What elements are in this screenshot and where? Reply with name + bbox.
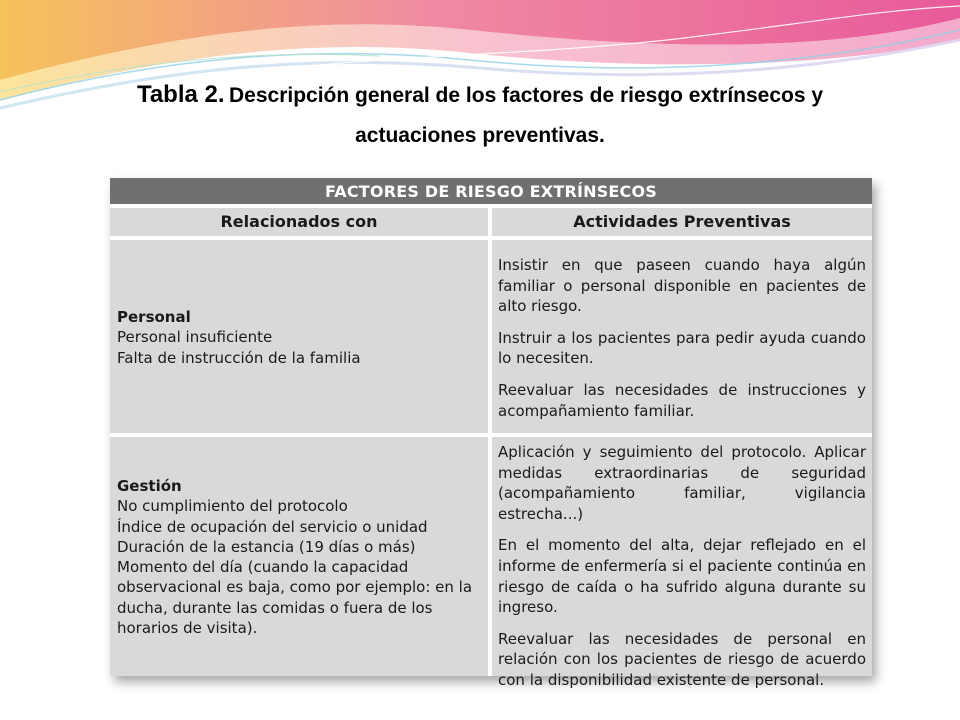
slide-title	[40, 76, 920, 155]
action-item: Aplicación y seguimiento del protocolo. Aplicar medidas extraordinarias de seguridad (acompañamiento familiar, vigilancia estrecha...)	[498, 443, 866, 523]
factor-cell-personal	[110, 240, 488, 433]
factor-list	[117, 307, 482, 368]
factor-item: Falta de instrucción de la familia	[117, 348, 361, 367]
action-list	[498, 255, 866, 432]
factor-list	[117, 476, 482, 638]
actions-cell-personal	[492, 240, 872, 433]
factor-item: Índice de ocupación del servicio o unidad	[117, 517, 428, 536]
factor-item: No cumplimiento del protocolo	[117, 497, 348, 516]
action-list	[498, 442, 866, 702]
factor-cell-gestion	[110, 437, 488, 676]
factor-item: Personal insuficiente	[117, 328, 273, 347]
factor-name: Gestión	[117, 477, 182, 495]
action-item: Instruir a los pacientes para pedir ayuda cuando lo necesiten.	[498, 328, 866, 368]
factor-name: Personal	[117, 308, 191, 326]
table-header: FACTORES DE RIESGO EXTRÍNSECOS	[110, 178, 872, 204]
factor-item: Momento del día (cuando la capacidad observacional es baja, como por ejemplo: en la ducha, durante las comidas o fuera de los horarios de visita).	[117, 558, 473, 638]
action-item: Reevaluar las necesidades de instrucciones y acompañamiento familiar.	[498, 380, 866, 420]
title-prefix: Tabla 2.	[136, 81, 225, 108]
title-line-2: actuaciones preventivas.	[355, 124, 605, 147]
action-item: Reevaluar las necesidades de personal en relación con los pacientes de riesgo de acuerdo con la disponibilidad existente de personal.	[498, 629, 866, 689]
action-item: En el momento del alta, dejar reflejado en el informe de enfermería si el paciente continúa en riesgo de caída o ha sufrido alguna durante su ingreso.	[498, 536, 866, 617]
actions-cell-gestion	[492, 437, 872, 689]
column-header-related: Relacionados con	[110, 208, 488, 236]
risk-factors-table	[110, 178, 872, 689]
factor-item: Duración de la estancia (19 días o más)	[117, 537, 416, 556]
title-text: Descripción general de los factores de riesgo extrínsecos y	[228, 84, 824, 107]
action-item: Insistir en que paseen cuando haya algún familiar o personal disponible en pacientes de alto riesgo.	[498, 256, 866, 316]
title-line-1	[40, 76, 920, 117]
column-header-activities: Actividades Preventivas	[492, 208, 872, 236]
